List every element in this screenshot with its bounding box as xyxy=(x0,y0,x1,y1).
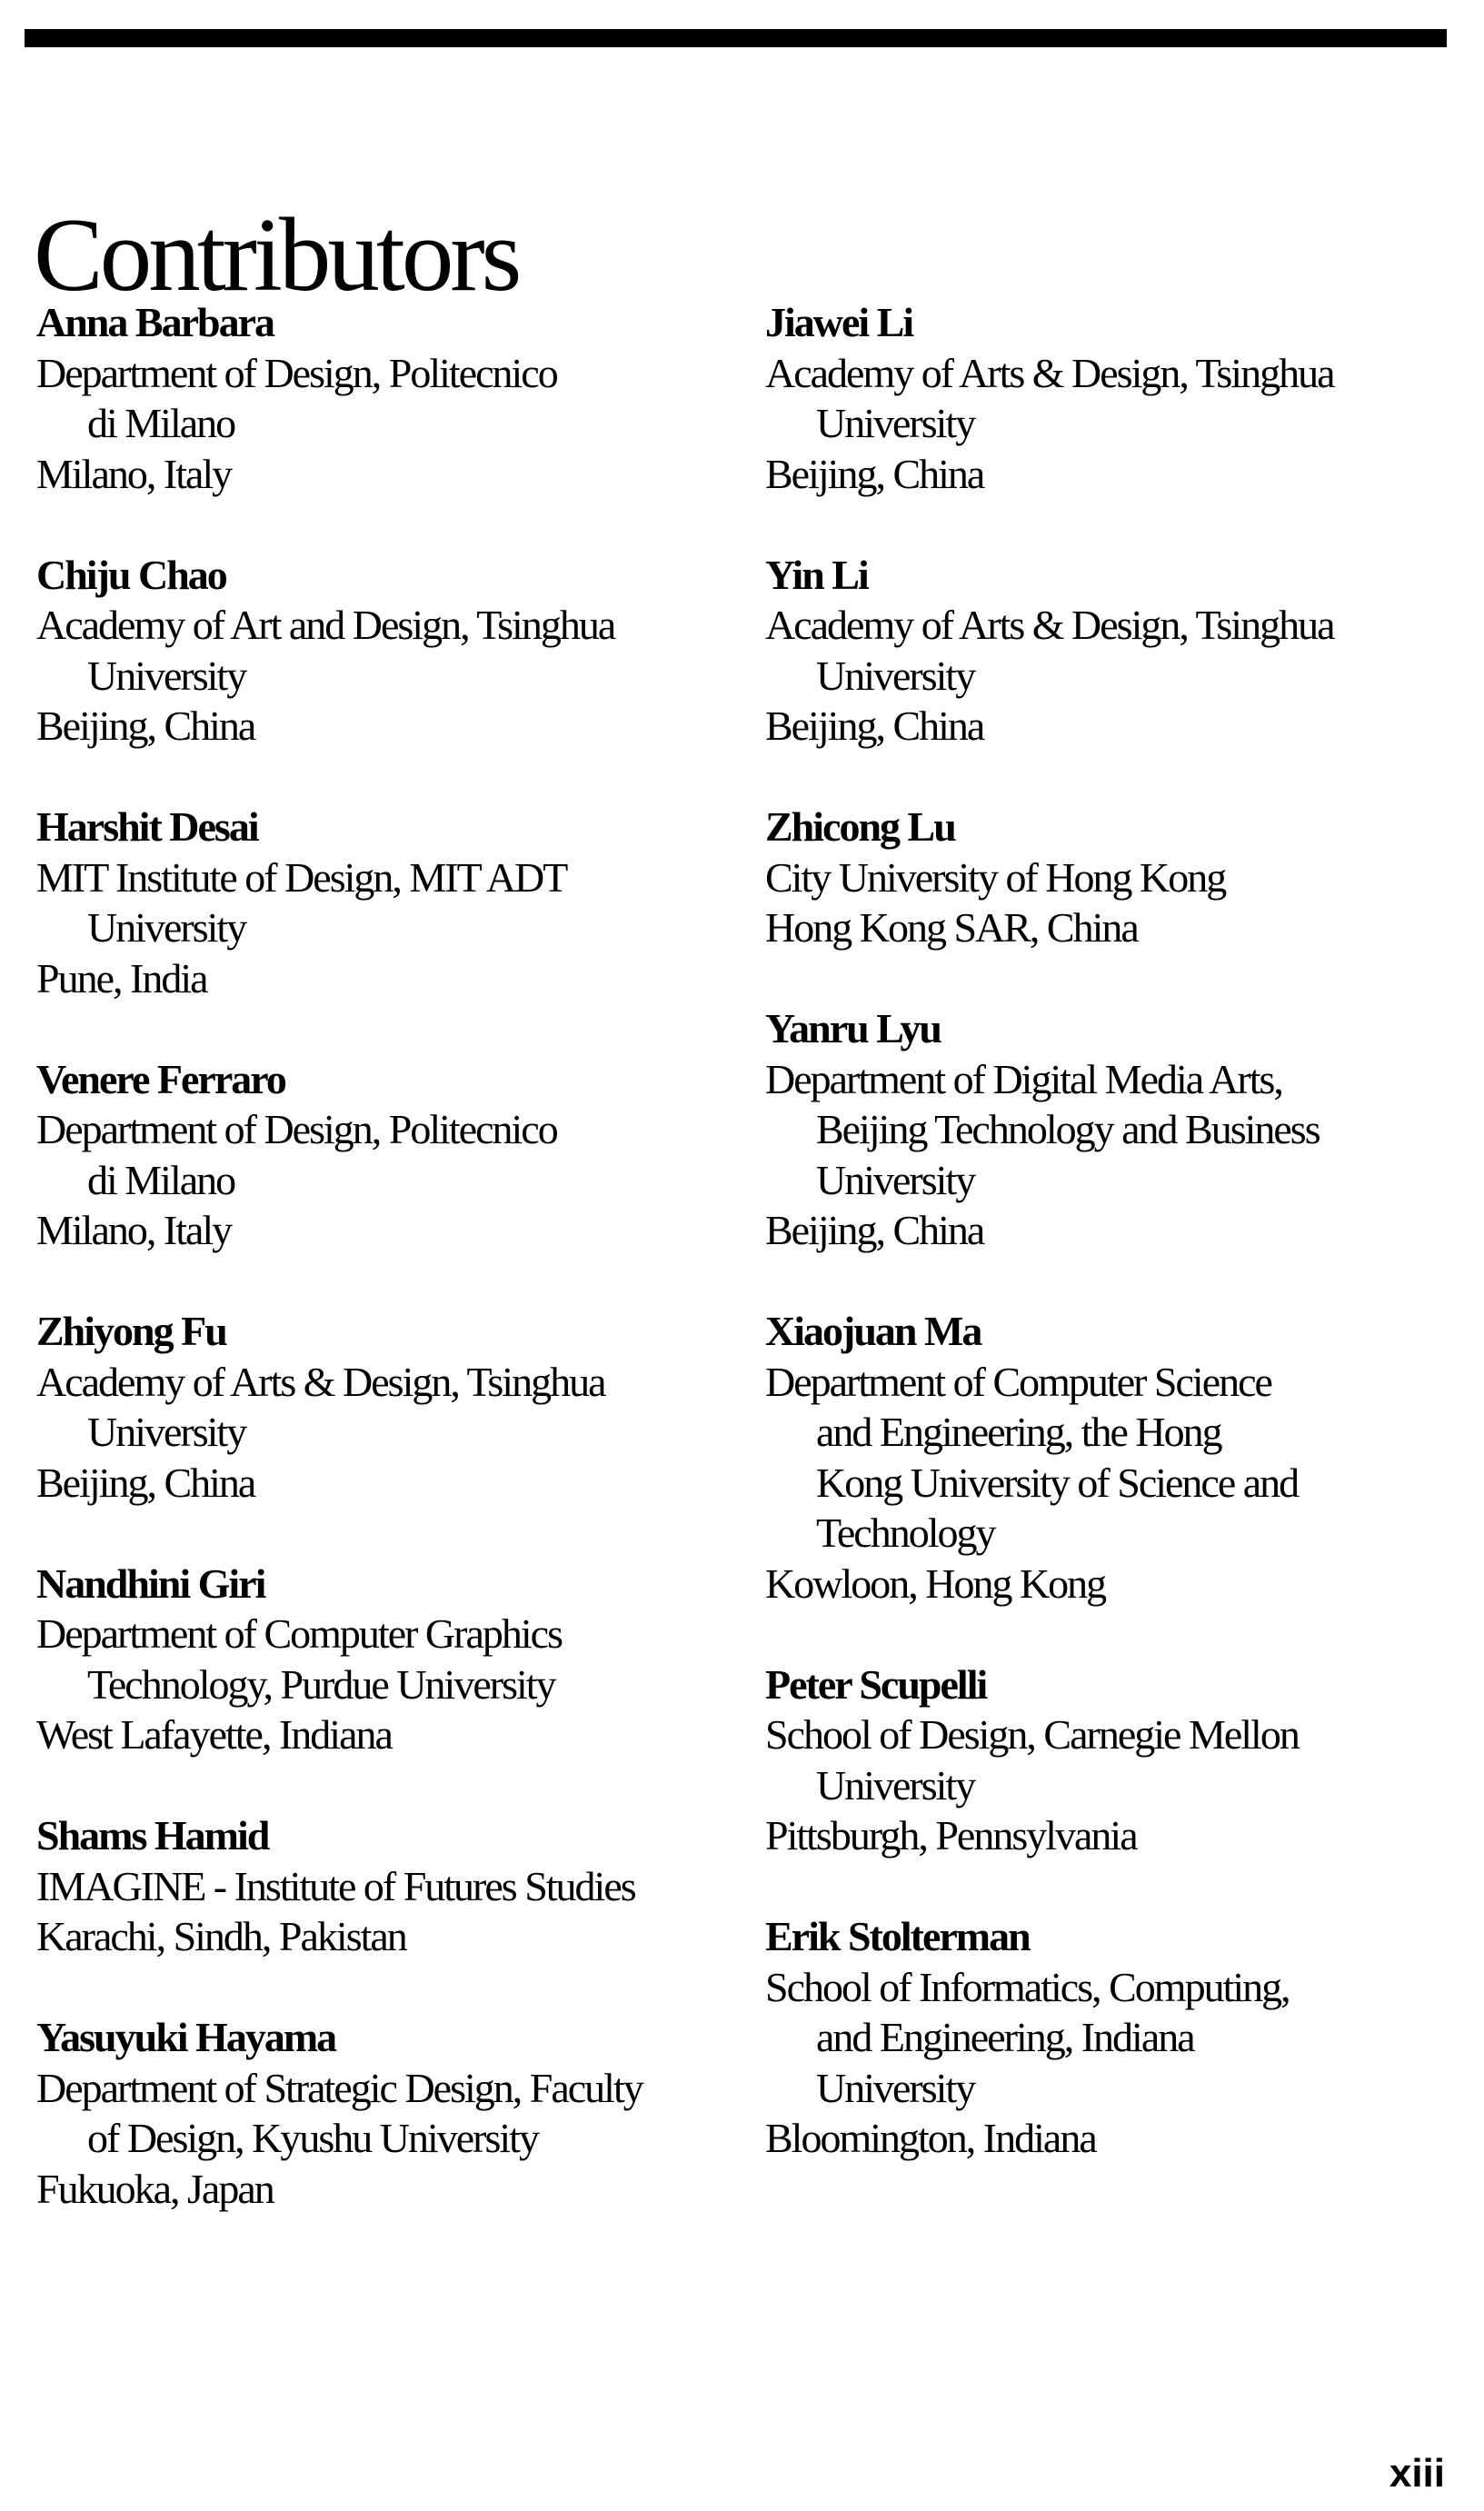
affiliation-line: di Milano xyxy=(87,400,235,446)
affiliation-line: Pune, India xyxy=(36,954,207,1001)
affiliation-line: Hong Kong SAR, China xyxy=(765,904,1138,951)
contributor-entry xyxy=(36,1810,756,1962)
contributors-column-right xyxy=(765,297,1484,2214)
contributor-entry xyxy=(36,802,756,1003)
affiliation-line: Technology xyxy=(816,1510,995,1556)
affiliation-line: Academy of Art and Design, Tsinghua xyxy=(36,602,615,648)
contributor-entry xyxy=(36,1306,756,1508)
affiliation-line: and Engineering, the Hong xyxy=(816,1409,1221,1455)
affiliation-line: Department of Digital Media Arts, xyxy=(765,1055,1282,1102)
affiliation-line: Bloomington, Indiana xyxy=(765,2115,1096,2161)
affiliation-line: Department of Design, Politecnico xyxy=(36,349,557,396)
affiliation-line: Academy of Arts & Design, Tsinghua xyxy=(36,1358,605,1405)
affiliation-line: Department of Design, Politecnico xyxy=(36,1106,557,1152)
affiliation-line: University xyxy=(816,2064,975,2111)
affiliation-line: University xyxy=(87,904,246,951)
contributor-name: Zhiyong Fu xyxy=(36,1308,226,1354)
contributor-name: Peter Scupelli xyxy=(765,1660,987,1708)
affiliation-line: di Milano xyxy=(87,1156,235,1203)
affiliation-line: IMAGINE - Institute of Futures Studies xyxy=(36,1862,635,1909)
affiliation-line: University xyxy=(87,1409,246,1455)
affiliation-line: Academy of Arts & Design, Tsinghua xyxy=(765,602,1334,648)
affiliation-line: Technology, Purdue University xyxy=(87,1660,555,1708)
affiliation-line: MIT Institute of Design, MIT ADT xyxy=(36,853,567,901)
contributors-column-left xyxy=(36,297,756,2265)
affiliation-line: School of Informatics, Computing, xyxy=(765,1963,1290,2010)
affiliation-line: Beijing, China xyxy=(36,702,255,749)
contributor-name: Yanru Lyu xyxy=(765,1005,941,1051)
contributor-entry xyxy=(36,2012,756,2214)
contributor-name: Anna Barbara xyxy=(36,299,274,345)
affiliation-line: Fukuoka, Japan xyxy=(36,2165,274,2212)
contributor-name: Yin Li xyxy=(765,551,868,598)
contributor-name: Yasuyuki Hayama xyxy=(36,2014,336,2060)
contributor-entry xyxy=(765,1306,1484,1609)
affiliation-line: Academy of Arts & Design, Tsinghua xyxy=(765,349,1334,396)
contributor-name: Shams Hamid xyxy=(36,1812,269,1858)
contributor-name: Erik Stolterman xyxy=(765,1913,1030,1959)
page-title: Contributors xyxy=(34,197,519,314)
affiliation-line: School of Design, Carnegie Mellon xyxy=(765,1711,1299,1758)
contributor-name: Jiawei Li xyxy=(765,299,913,345)
affiliation-line: University xyxy=(816,1761,975,1809)
affiliation-line: University xyxy=(816,1156,975,1203)
contributor-entry xyxy=(765,297,1484,499)
contributor-name: Venere Ferraro xyxy=(36,1055,285,1102)
contributor-entry xyxy=(765,802,1484,953)
affiliation-line: University xyxy=(87,652,246,699)
affiliation-line: of Design, Kyushu University xyxy=(87,2115,538,2161)
header-rule-bar xyxy=(25,29,1447,47)
contributor-entry xyxy=(36,1559,756,1760)
affiliation-line: Department of Computer Science xyxy=(765,1358,1271,1405)
contributor-entry xyxy=(765,550,1484,752)
contributor-entry xyxy=(765,1003,1484,1256)
contributor-entry xyxy=(765,1659,1484,1861)
affiliation-line: City University of Hong Kong xyxy=(765,853,1226,901)
affiliation-line: Beijing, China xyxy=(765,450,984,497)
affiliation-line: University xyxy=(816,652,975,699)
affiliation-line: Department of Computer Graphics xyxy=(36,1610,562,1657)
contributor-name: Zhicong Lu xyxy=(765,803,955,850)
contributor-entry xyxy=(765,1911,1484,2164)
affiliation-line: Kowloon, Hong Kong xyxy=(765,1559,1106,1607)
contributor-name: Harshit Desai xyxy=(36,803,258,850)
affiliation-line: West Lafayette, Indiana xyxy=(36,1711,392,1758)
affiliation-line: Milano, Italy xyxy=(36,1207,232,1253)
affiliation-line: and Engineering, Indiana xyxy=(816,2014,1194,2060)
contributor-name: Nandhini Giri xyxy=(36,1559,265,1607)
affiliation-line: Beijing, China xyxy=(36,1459,255,1506)
contributor-entry xyxy=(36,297,756,499)
affiliation-line: Kong University of Science and xyxy=(816,1459,1299,1506)
affiliation-line: University xyxy=(816,400,975,446)
affiliation-line: Pittsburgh, Pennsylvania xyxy=(765,1812,1137,1858)
contributor-entry xyxy=(36,1054,756,1256)
affiliation-line: Beijing, China xyxy=(765,702,984,749)
contributor-entry xyxy=(36,550,756,752)
contributor-name: Xiaojuan Ma xyxy=(765,1308,981,1354)
page-number: xiii xyxy=(1389,2451,1445,2496)
affiliation-line: Karachi, Sindh, Pakistan xyxy=(36,1913,406,1959)
affiliation-line: Department of Strategic Design, Faculty xyxy=(36,2064,642,2111)
affiliation-line: Beijing, China xyxy=(765,1207,984,1253)
affiliation-line: Milano, Italy xyxy=(36,450,232,497)
affiliation-line: Beijing Technology and Business xyxy=(816,1106,1320,1152)
contributor-name: Chiju Chao xyxy=(36,551,226,598)
